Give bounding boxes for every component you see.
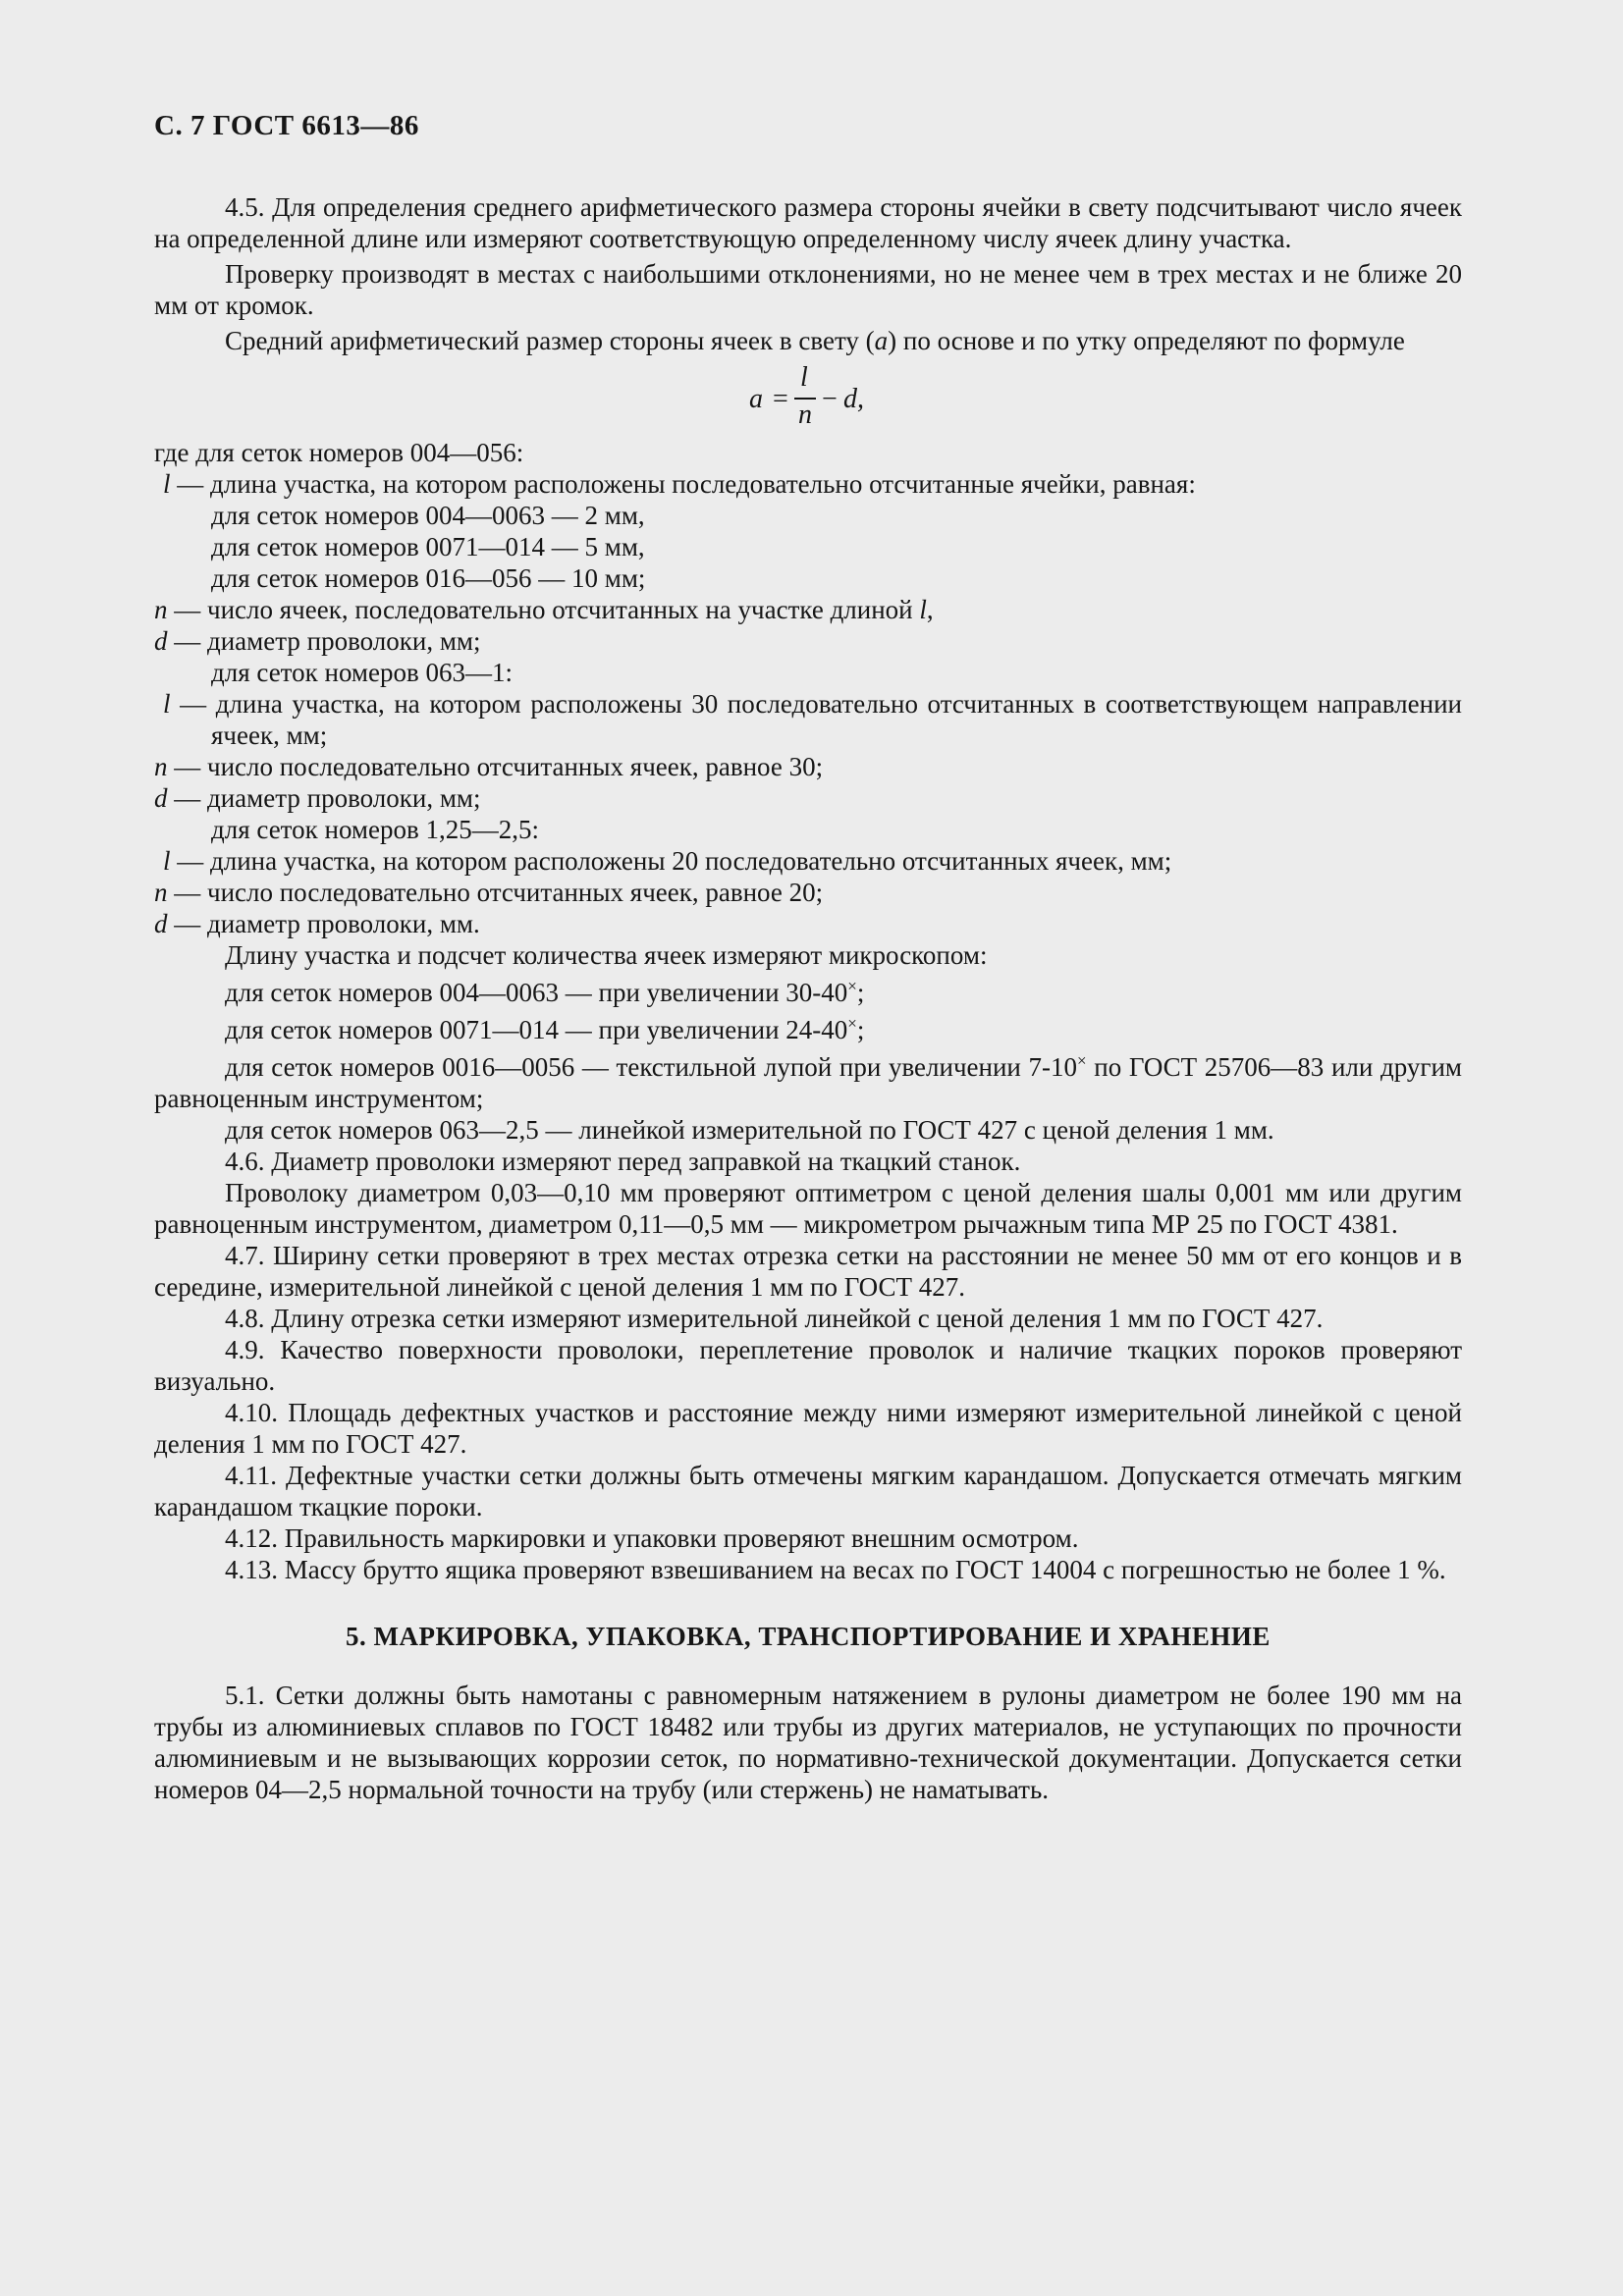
formula-denominator: n [798,400,812,430]
paragraph-4-9: 4.9. Качество поверхности проволоки, переплетение проволок и наличие ткацких пороков проверяют визуально. [154,1335,1462,1396]
group1-n-def [154,594,1462,625]
symbol-l: l [163,469,171,499]
formula-equals: = [773,384,788,414]
times-sup: × [847,1014,857,1033]
text: — число последовательно отсчитанных ячеек, равное 20; [167,878,824,907]
text: Средний арифметический размер стороны ячеек в свету ( [225,326,875,355]
symbol-a: a [874,326,889,355]
text: по ГОСТ 25706—83 или другим равноценным инструментом; [154,1052,1462,1113]
paragraph-4-10: 4.10. Площадь дефектных участков и расстояние между ними измеряют измерительной линейкой с ценой деления 1 мм по ГОСТ 427. [154,1398,1462,1459]
formula-minus: − [822,384,838,414]
symbol-l: l [919,595,927,624]
microscope-item-4: для сеток номеров 063—2,5 — линейкой измерительной по ГОСТ 427 с ценой деления 1 мм. [225,1115,1274,1145]
group2-intro: для сеток номеров 063—1: [211,658,513,687]
symbol-d: d [154,783,168,813]
text: — диаметр проволоки, мм; [167,783,481,813]
text: ; [856,978,865,1007]
symbol-l: l [163,689,171,719]
group1-intro: где для сеток номеров 004—056: [154,438,524,467]
microscope-item-1 [154,971,1462,1008]
group2-n-def [154,751,1462,782]
text: — диаметр проволоки, мм. [167,909,480,938]
group1-l-sub1: для сеток номеров 004—0063 — 2 мм, [211,501,645,530]
paragraph-4-13: 4.13. Массу брутто ящика проверяют взвешиванием на весах по ГОСТ 14004 с погрешностью не более 1 %. [225,1555,1446,1584]
text: , [926,595,934,624]
paragraph-4-6-wire: Проволоку диаметром 0,03—0,10 мм проверяют оптиметром с ценой деления шалы 0,001 мм или другим равноценным инструментом, диаметром 0,11—0,5 мм — микрометром рычажным типа МР 25 по ГОСТ 4381. [154,1178,1462,1239]
group1-d-def [154,625,1462,657]
group1-l-sub2: для сеток номеров 0071—014 — 5 мм, [211,532,645,561]
times-sup: × [1077,1051,1087,1070]
text: — длина участка, на котором расположены 30 последовательно отсчитанных в соответствующем направлении ячеек, мм; [170,689,1462,750]
text: для сеток номеров 0071—014 — при увеличении 24-40 [225,1015,848,1044]
paragraph-4-6: 4.6. Диаметр проволоки измеряют перед заправкой на ткацкий станок. [225,1147,1021,1176]
formula-d: d, [843,384,864,414]
section-5-title: 5. МАРКИРОВКА, УПАКОВКА, ТРАНСПОРТИРОВАНИЕ И ХРАНЕНИЕ [346,1622,1271,1651]
paragraph-4-5-check: Проверку производят в местах с наибольшими отклонениями, но не менее чем в трех местах и не ближе 20 мм от кромок. [154,259,1462,320]
group2-l-def [154,688,1462,751]
symbol-n: n [154,595,168,624]
paragraph-4-12: 4.12. Правильность маркировки и упаковки проверяют внешним осмотром. [225,1523,1079,1553]
symbol-d: d [154,909,168,938]
page-header: С. 7 ГОСТ 6613—86 [154,110,419,141]
microscope-item-2 [154,1008,1462,1045]
symbol-l: l [163,846,171,876]
group3-intro: для сеток номеров 1,25—2,5: [211,815,539,844]
paragraph-4-5: 4.5. Для определения среднего арифметического размера стороны ячейки в свету подсчитывают число ячеек на определенной длине или измеряют соответствующую определенному числу ячеек длину участка. [154,192,1462,253]
group1-l-sub3: для сеток номеров 016—056 — 10 мм; [211,563,646,593]
text: ) по основе и по утку определяют по формуле [888,326,1405,355]
symbol-n: n [154,752,168,781]
text: — число ячеек, последовательно отсчитанных на участке длиной [167,595,920,624]
formula-a: a [749,384,763,414]
paragraph-5-1: 5.1. Сетки должны быть намотаны с равномерным натяжением в рулоны диаметром не более 190 мм на трубы из алюминиевых сплавов по ГОСТ 18482 или трубы из других материалов, не уступающих по прочности алюминиевым и не вызывающих коррозии сеток, по нормативно-технической документации. Допускается сетки номеров 04—2,5 нормальной точности на трубу (или стержень) не наматывать. [154,1681,1462,1804]
microscope-item-3 [154,1045,1462,1114]
group1-l-def [154,468,1462,500]
text: — диаметр проволоки, мм; [167,626,481,656]
symbol-n: n [154,878,168,907]
paragraph-4-7: 4.7. Ширину сетки проверяют в трех местах отрезка сетки на расстоянии не менее 50 мм от его концов и в середине, измерительной линейкой с ценой деления 1 мм по ГОСТ 427. [154,1241,1462,1302]
group2-d-def [154,782,1462,814]
paragraph-4-11: 4.11. Дефектные участки сетки должны быть отмечены мягким карандашом. Допускается отмечать мягким карандашом ткацкие пороки. [154,1461,1462,1522]
times-sup: × [847,977,857,995]
paragraph-4-8: 4.8. Длину отрезка сетки измеряют измерительной линейкой с ценой деления 1 мм по ГОСТ 427. [225,1304,1324,1333]
document-body [154,191,1462,1805]
text: для сеток номеров 0016—0056 — текстильной лупой при увеличении 7-10 [225,1052,1078,1082]
paragraph-4-5-formula-intro [154,325,1462,356]
group3-l-def [154,845,1462,877]
formula [154,362,1462,431]
text: для сеток номеров 004—0063 — при увеличении 30-40 [225,978,848,1007]
formula-numerator: l [800,362,808,393]
text: — длина участка, на котором расположены 20 последовательно отсчитанных ячеек, мм; [170,846,1172,876]
text: — длина участка, на котором расположены последовательно отсчитанные ячейки, равная: [170,469,1196,499]
microscope-intro: Длину участка и подсчет количества ячеек измеряют микроскопом: [225,940,988,970]
group3-d-def [154,908,1462,939]
text: — число последовательно отсчитанных ячеек, равное 30; [167,752,824,781]
symbol-d: d [154,626,168,656]
group3-n-def [154,877,1462,908]
text: ; [856,1015,865,1044]
